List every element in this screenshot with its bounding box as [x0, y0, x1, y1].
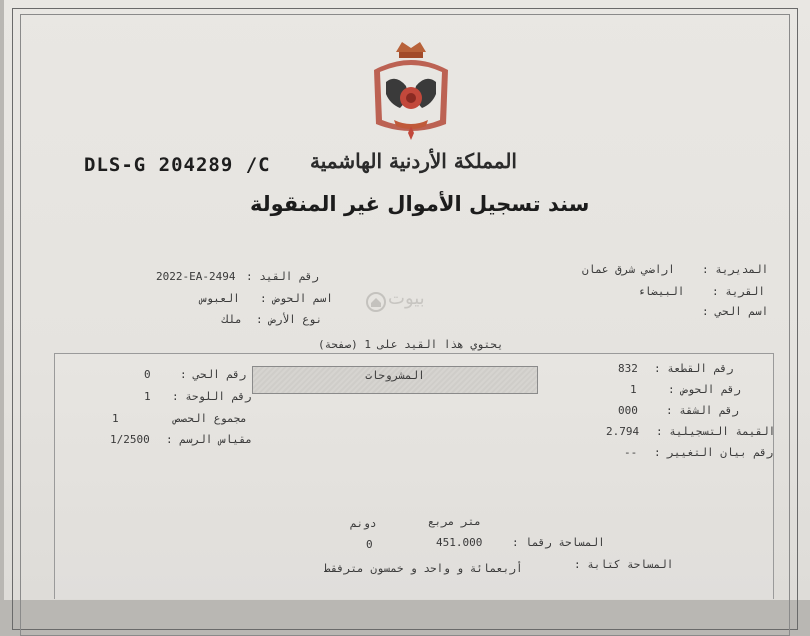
dunum-header: دونم: [350, 517, 377, 530]
land-type-label: نوع الأرض :: [256, 313, 323, 326]
watermark-text: بيوت: [388, 288, 425, 309]
apartment-number-value: 000: [618, 404, 638, 417]
document-title: سند تسجيل الأموال غير المنقولة: [250, 192, 590, 216]
area-written-label: المساحة كتابة :: [574, 558, 674, 571]
board-number-value: 1: [144, 390, 151, 403]
change-statement-label: رقم بيان التغيير :: [654, 446, 774, 459]
village-label: القرية :: [712, 285, 765, 298]
basin-name-value: العبوس: [200, 292, 240, 305]
plot-number-value: 832: [618, 362, 638, 375]
projects-label: المشروحات: [365, 369, 425, 382]
kingdom-name: المملكة الأردنية الهاشمية: [310, 149, 517, 173]
sqm-header: متر مربع: [428, 515, 481, 528]
pages-line: يحتوي هذا القيد على 1 (صفحة): [318, 338, 504, 351]
land-type-value: ملك: [222, 313, 242, 326]
deed-document: [4, 0, 810, 600]
registration-value-label: القيمة التسجيلية :: [656, 425, 776, 438]
basin-name-label: اسم الحوض :: [260, 292, 333, 305]
shares-total-value: 1: [112, 412, 119, 425]
village-value: البيضاء: [638, 285, 685, 298]
directorate-value: اراضي شرق عمان: [582, 263, 675, 276]
projects-field: [252, 366, 538, 394]
area-sqm-value: 451.000: [436, 536, 483, 549]
area-written-value: أربعمائة و واحد و خمسون مترفقط: [324, 562, 523, 575]
basin-number-label: رقم الحوض :: [668, 383, 741, 396]
registration-value-value: 2.794: [606, 425, 640, 438]
area-dunum-value: 0: [366, 538, 373, 551]
neighborhood-label: اسم الحي :: [702, 305, 769, 318]
watermark-home-icon: [366, 292, 386, 312]
area-numeric-label: المساحة رقما :: [512, 536, 605, 549]
neighborhood-number-value: 0: [144, 368, 151, 381]
plot-number-label: رقم القطعة :: [654, 362, 734, 375]
record-number-value: 2022-EA-2494: [156, 270, 236, 283]
apartment-number-label: رقم الشقة :: [666, 404, 739, 417]
scale-value: 1/2500: [110, 433, 150, 446]
basin-number-value: 1: [630, 383, 637, 396]
record-number-label: رقم القيد :: [246, 270, 319, 283]
neighborhood-number-label: رقم الحي :: [180, 368, 247, 381]
shares-total-label: مجموع الحصص: [174, 412, 247, 425]
board-number-label: رقم اللوحة :: [172, 390, 252, 403]
scale-label: مقياس الرسم :: [166, 433, 253, 446]
change-statement-value: --: [624, 446, 638, 459]
serial-code: DLS-G 204289 /C: [84, 154, 271, 176]
directorate-label: المديرية :: [702, 263, 769, 276]
coat-of-arms-icon: [366, 38, 456, 144]
